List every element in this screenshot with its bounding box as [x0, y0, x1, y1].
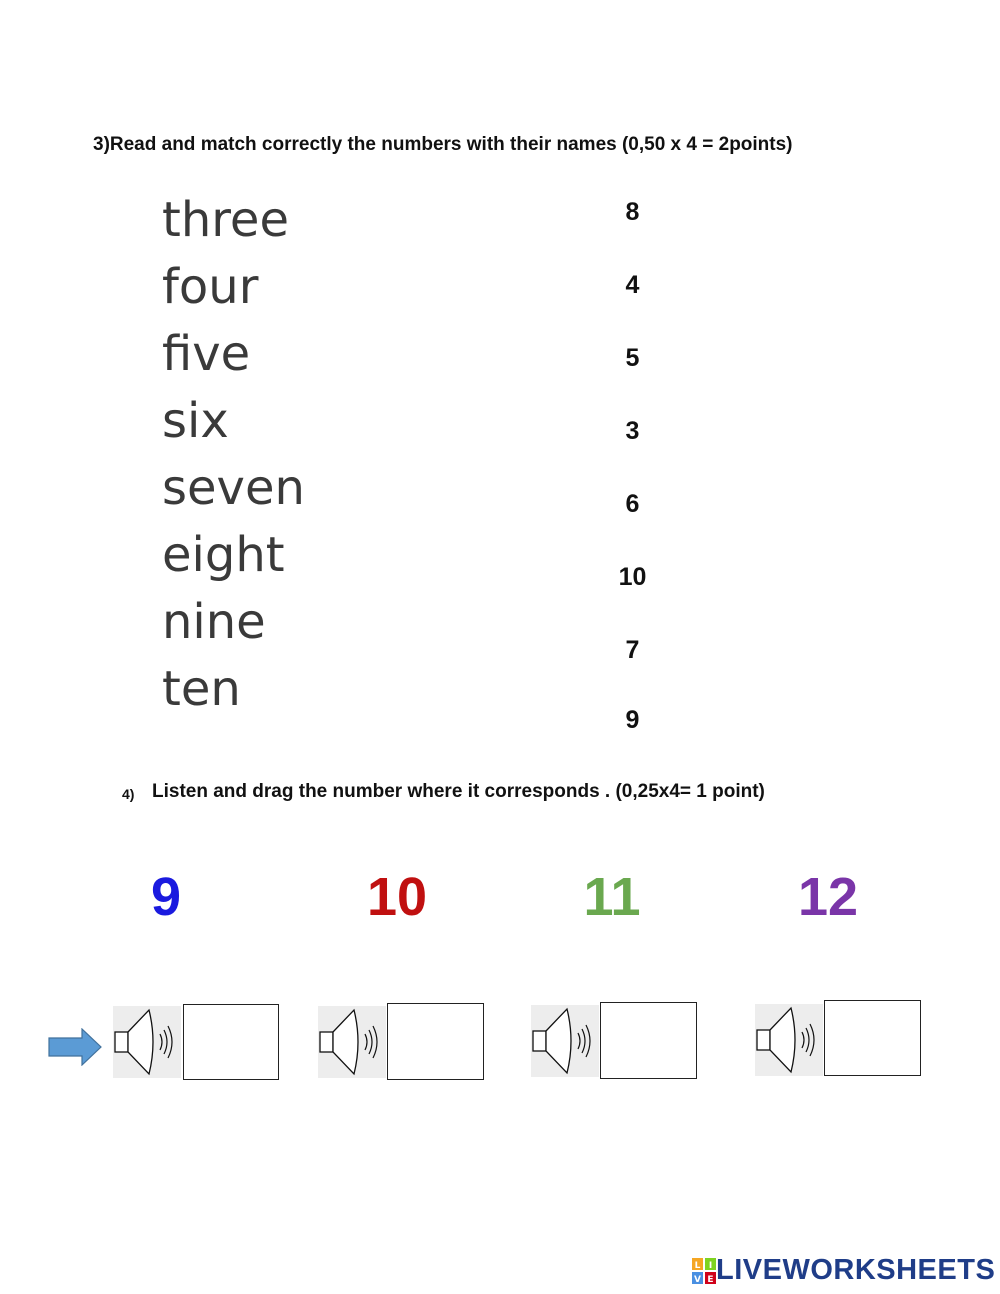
- drop-box[interactable]: [824, 1000, 921, 1076]
- svg-text:E: E: [707, 1274, 714, 1284]
- draggable-number-10[interactable]: 10: [366, 867, 428, 927]
- number-item[interactable]: 3: [625, 417, 640, 445]
- question-4-index: 4): [122, 786, 135, 802]
- word-item[interactable]: nine: [162, 594, 266, 650]
- speaker-icon[interactable]: [318, 1006, 386, 1078]
- draggable-number-11[interactable]: 11: [583, 867, 641, 927]
- svg-text:L: L: [694, 1260, 701, 1271]
- word-item[interactable]: three: [162, 192, 289, 248]
- number-item[interactable]: 8: [625, 198, 640, 226]
- draggable-number-12[interactable]: 12: [797, 867, 859, 927]
- word-item[interactable]: seven: [162, 460, 305, 516]
- number-item[interactable]: 7: [625, 636, 640, 664]
- word-item[interactable]: four: [162, 259, 259, 315]
- question-3-title: 3)Read and match correctly the numbers with their names (0,50 x 4 = 2points): [93, 134, 793, 155]
- word-item[interactable]: five: [162, 326, 251, 382]
- word-item[interactable]: eight: [162, 527, 285, 583]
- word-item[interactable]: ten: [162, 661, 241, 717]
- word-item[interactable]: six: [162, 393, 229, 449]
- question-4-title: Listen and drag the number where it corresponds . (0,25x4= 1 point): [152, 781, 765, 802]
- number-item[interactable]: 9: [625, 706, 640, 734]
- svg-text:V: V: [694, 1274, 701, 1284]
- brand-name: LIVEWORKSHEETS: [716, 1254, 996, 1286]
- number-item[interactable]: 4: [625, 271, 640, 299]
- svg-text:I: I: [708, 1260, 713, 1271]
- speaker-icon[interactable]: [755, 1004, 823, 1076]
- drop-box[interactable]: [387, 1003, 484, 1080]
- draggable-number-9[interactable]: 9: [150, 867, 182, 927]
- liveworksheets-logo: [692, 1254, 995, 1287]
- live-logo-icon: [692, 1258, 716, 1284]
- drop-box[interactable]: [600, 1002, 697, 1079]
- speaker-icon[interactable]: [113, 1006, 181, 1078]
- number-item[interactable]: 6: [625, 490, 640, 518]
- drop-box[interactable]: [183, 1004, 279, 1080]
- speaker-icon[interactable]: [531, 1005, 599, 1077]
- arrow-right-icon: [48, 1028, 102, 1071]
- number-item[interactable]: 10: [618, 563, 647, 591]
- number-item[interactable]: 5: [625, 344, 640, 372]
